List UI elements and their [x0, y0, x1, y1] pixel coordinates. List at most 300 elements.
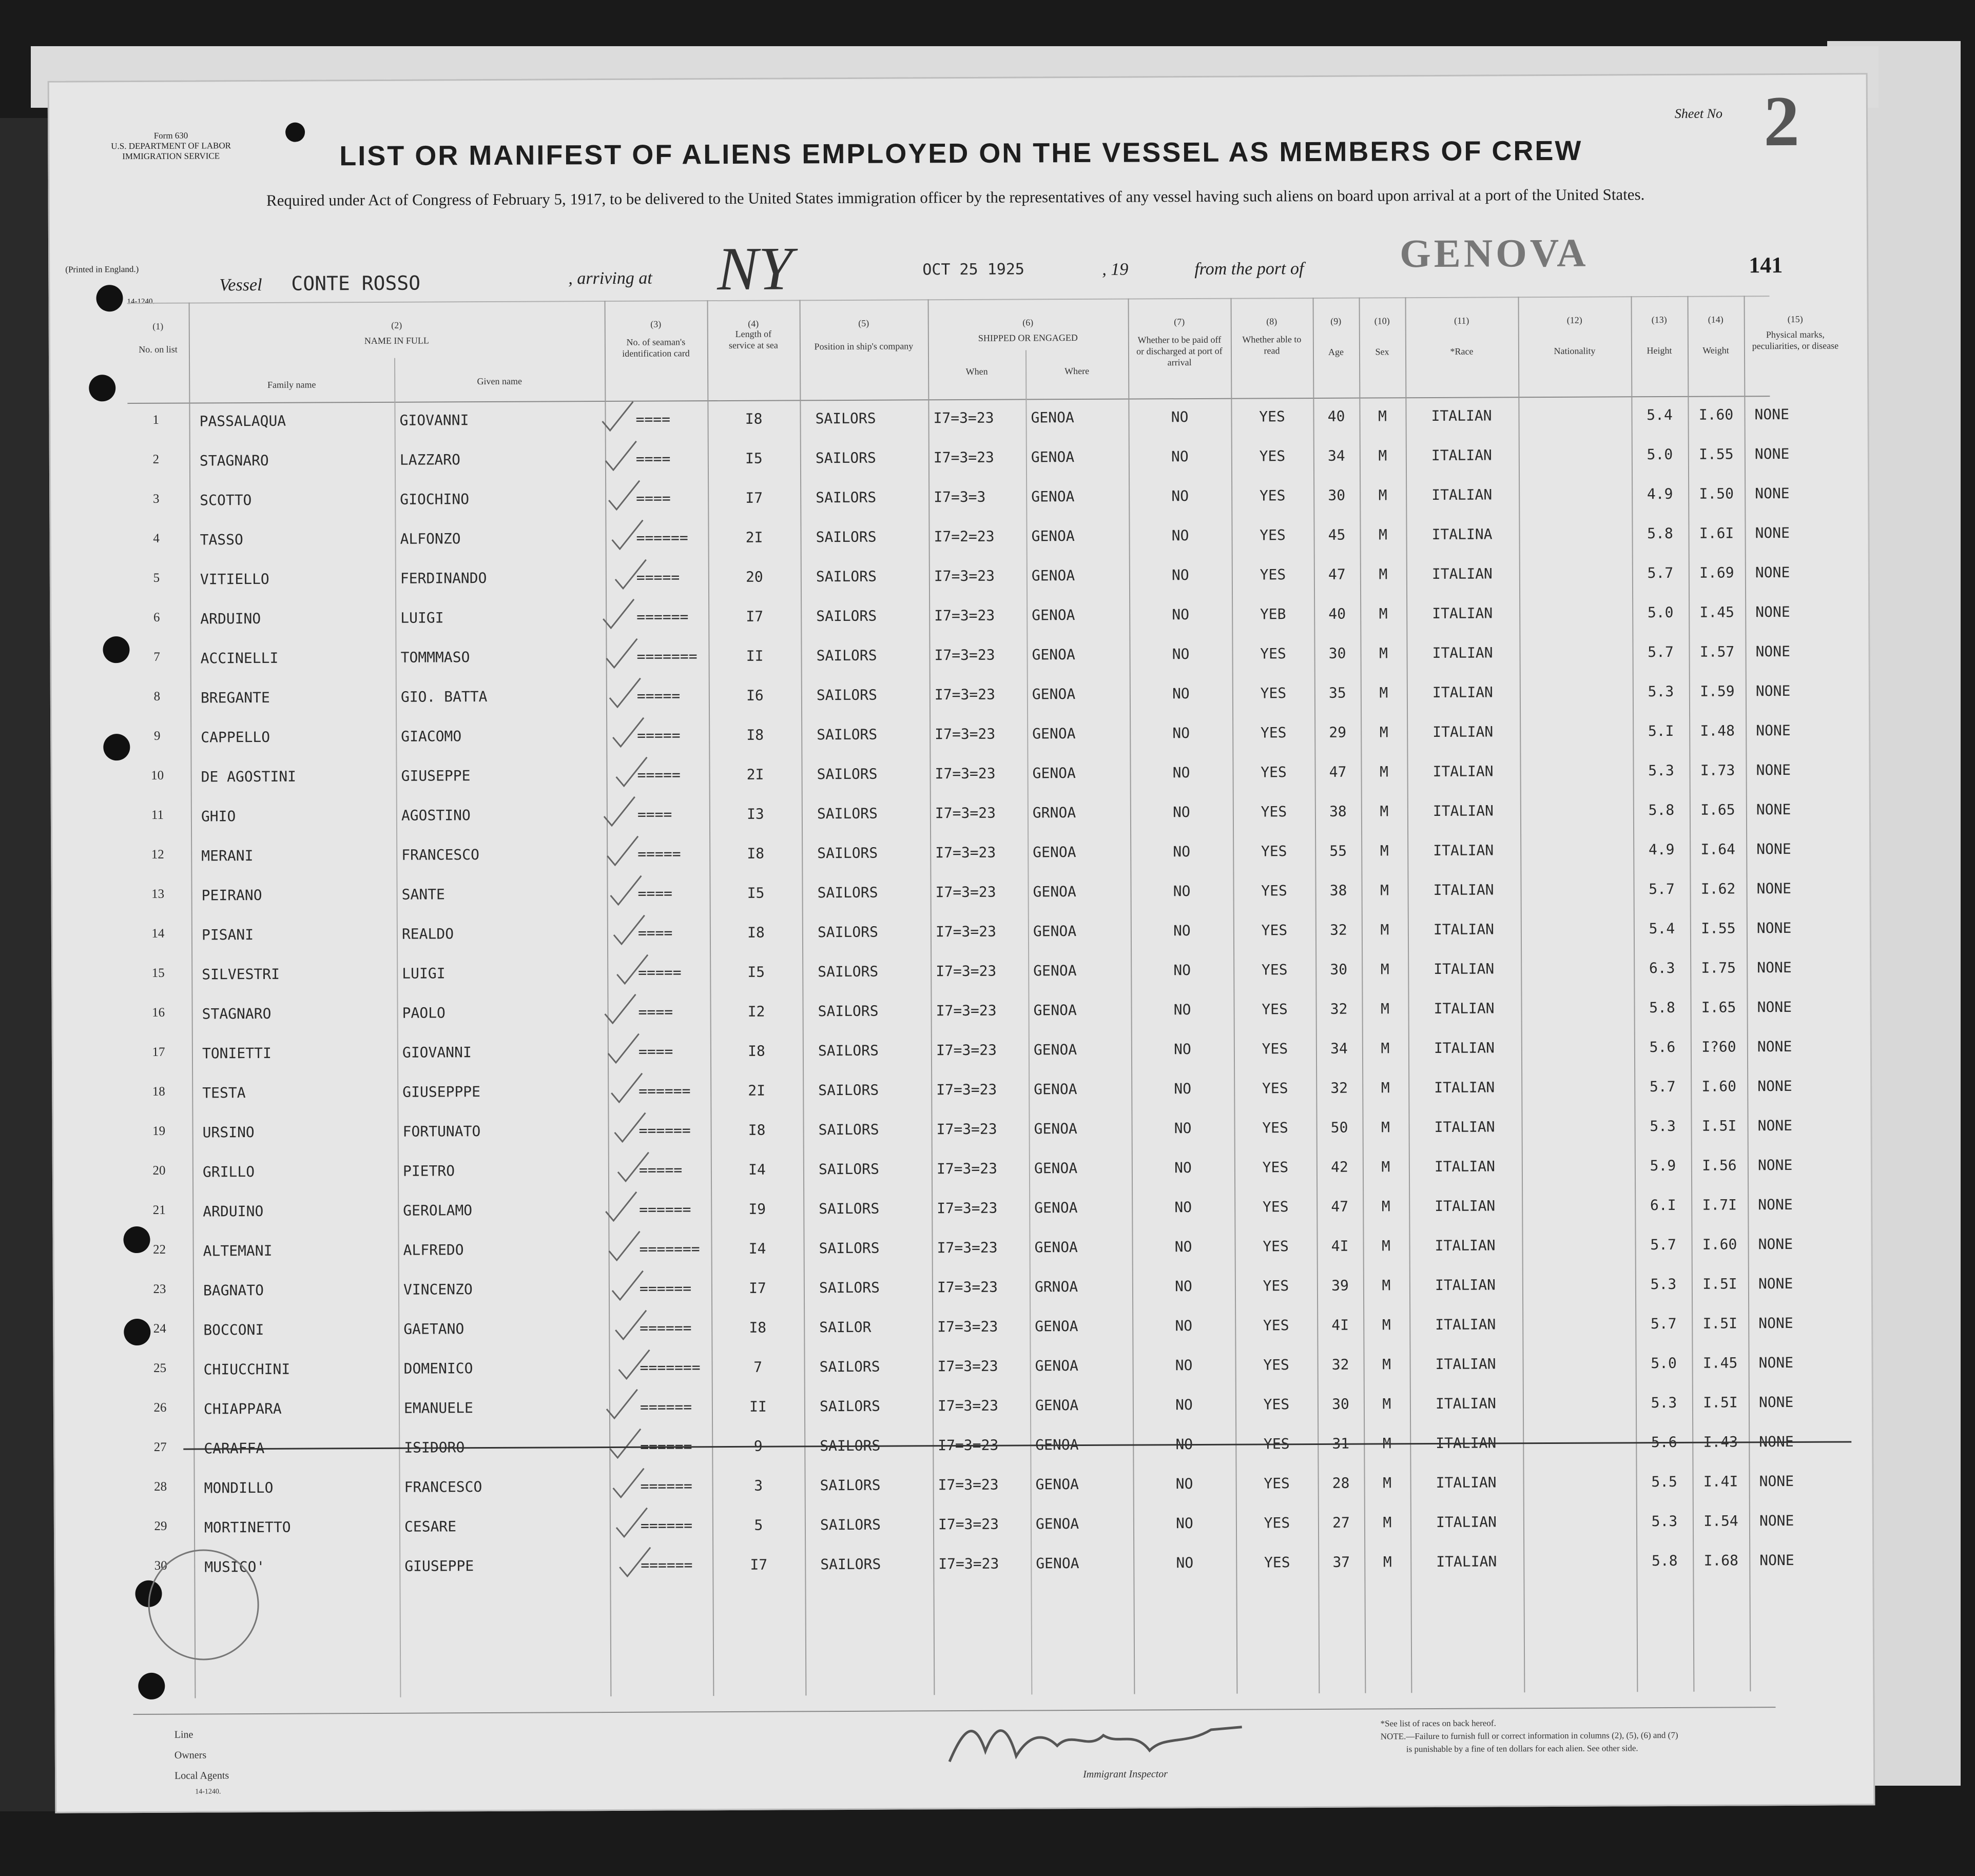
cell-family-name: ARDUINO: [200, 610, 261, 628]
table-row: [129, 672, 1791, 719]
cell-shipped-when: I7=3=23: [935, 804, 996, 822]
cell-sex: M: [1382, 1277, 1391, 1294]
cell-height: 5.0: [1651, 1354, 1677, 1372]
cell-service-length: I8: [747, 1042, 765, 1060]
cell-race: ITALIAN: [1432, 604, 1493, 622]
cell-able-to-read: YES: [1259, 447, 1286, 465]
cell-weight: I.4I: [1703, 1473, 1738, 1490]
cell-paid-off: NO: [1171, 487, 1189, 505]
cell-shipped-where: GENOA: [1032, 686, 1076, 703]
cell-weight: I.60: [1702, 1236, 1737, 1253]
cell-row-number: 24: [153, 1321, 166, 1336]
cell-position: SAILORS: [816, 528, 877, 546]
fine-note: is punishable by a fine of ten dollars for each alien. See other side.: [1406, 1743, 1638, 1754]
check-mark-icon: [614, 1507, 650, 1538]
cell-service-length: 3: [754, 1477, 763, 1494]
cell-family-name: VITIELLO: [200, 570, 269, 588]
cell-given-name: FRANCESCO: [404, 1478, 482, 1496]
cell-race: ITALIAN: [1435, 1316, 1496, 1333]
cell-weight: I.54: [1703, 1512, 1738, 1530]
col6-label: SHIPPED OR ENGAGED: [978, 332, 1078, 343]
cell-shipped-where: GENOA: [1034, 1160, 1078, 1177]
cell-service-length: I8: [749, 1319, 767, 1336]
check-mark-icon: [617, 1547, 653, 1577]
cell-shipped-when: I7=3=23: [937, 1318, 998, 1336]
check-mark-icon: [611, 914, 647, 945]
cell-height: 5.8: [1649, 999, 1675, 1017]
cell-shipped-where: GENOA: [1032, 765, 1076, 782]
cell-sex: M: [1381, 1040, 1390, 1057]
cell-weight: I.75: [1701, 959, 1736, 976]
cell-height: 5.8: [1651, 1552, 1678, 1570]
cell-position: SAILORS: [820, 1555, 881, 1573]
cell-family-name: ARDUINO: [203, 1202, 264, 1220]
cell-family-name: MUSICO': [204, 1558, 265, 1576]
cell-family-name: GHIO: [201, 808, 236, 825]
cell-weight: I.56: [1702, 1157, 1737, 1174]
cell-shipped-when: I7=3=23: [937, 1357, 998, 1375]
failure-note: NOTE.—Failure to furnish full or correct information in columns (2), (5), (6) and (7): [1380, 1730, 1678, 1742]
cell-shipped-where: GENOA: [1033, 962, 1077, 980]
cell-able-to-read: YES: [1262, 1001, 1288, 1018]
table-row: [128, 593, 1790, 640]
cell-shipped-where: GENOA: [1035, 1476, 1079, 1493]
cell-height: 5.3: [1648, 682, 1674, 700]
table-row: [131, 1146, 1793, 1193]
cell-shipped-where: GENOA: [1033, 1002, 1077, 1019]
cell-height: 5.6: [1651, 1433, 1677, 1451]
col11-num: (11): [1454, 315, 1469, 326]
cell-shipped-when: I7=3=23: [933, 409, 994, 427]
cell-race: ITALIAN: [1436, 1434, 1497, 1452]
cell-age: 39: [1331, 1277, 1349, 1294]
table-row: [128, 514, 1790, 561]
col3-label: No. of seaman's identification card: [622, 337, 690, 359]
cell-given-name: GIUSEPPPE: [402, 1083, 481, 1101]
cell-family-name: SILVESTRI: [202, 965, 280, 983]
cell-seaman-card: ======: [636, 608, 689, 626]
cell-paid-off: NO: [1175, 1357, 1193, 1374]
cell-row-number: 21: [152, 1203, 166, 1217]
cell-given-name: EMANUELE: [403, 1399, 473, 1417]
col13-label: Height: [1647, 345, 1672, 356]
cell-seaman-card: =====: [638, 964, 682, 981]
cell-able-to-read: YES: [1263, 1238, 1289, 1255]
cell-weight: I.5I: [1701, 1117, 1737, 1135]
list-number: 141: [1749, 252, 1783, 278]
cell-sex: M: [1379, 526, 1388, 543]
cell-given-name: GIO. BATTA: [400, 688, 488, 706]
cell-race: ITALIAN: [1436, 1474, 1497, 1491]
cell-shipped-where: GENOA: [1031, 567, 1075, 584]
col10-num: (10): [1374, 316, 1390, 326]
cell-sex: M: [1380, 882, 1389, 899]
cell-weight: I.6I: [1699, 524, 1734, 542]
cell-paid-off: NO: [1173, 922, 1191, 940]
cell-shipped-when: I7=3=23: [934, 646, 995, 664]
cell-sex: M: [1378, 486, 1387, 504]
cell-shipped-when: I7=3=23: [934, 567, 995, 585]
check-mark-icon: [605, 835, 641, 866]
cell-service-length: I5: [745, 450, 763, 467]
cell-seaman-card: =====: [637, 727, 681, 744]
cell-age: 55: [1329, 842, 1347, 859]
cell-race: ITALIAN: [1433, 842, 1494, 859]
cell-sex: M: [1380, 961, 1389, 978]
cell-able-to-read: YES: [1260, 566, 1286, 583]
cell-age: 47: [1331, 1198, 1349, 1215]
cell-height: 4.9: [1648, 841, 1675, 858]
cell-given-name: GIOVANNI: [402, 1044, 472, 1061]
col12-num: (12): [1566, 315, 1582, 325]
cell-row-number: 3: [152, 492, 160, 506]
cell-seaman-card: ======: [638, 1122, 691, 1139]
cell-weight: I.68: [1703, 1552, 1739, 1569]
check-mark-icon: [613, 1310, 649, 1340]
cell-age: 32: [1330, 1000, 1348, 1018]
cell-service-length: I8: [747, 924, 765, 941]
cell-shipped-where: GENOA: [1032, 646, 1075, 663]
cell-position: SAILOR: [819, 1318, 872, 1336]
vessel-label: Vessel: [219, 275, 262, 295]
cell-height: 4.9: [1647, 485, 1673, 503]
cell-service-length: 7: [753, 1358, 763, 1376]
cell-family-name: TESTA: [202, 1084, 246, 1102]
cell-weight: I.69: [1699, 564, 1734, 581]
cell-age: 37: [1332, 1553, 1350, 1571]
cell-race: ITALIAN: [1431, 565, 1493, 582]
cell-given-name: DOMENICO: [403, 1360, 473, 1377]
cell-age: 32: [1329, 921, 1347, 939]
cell-row-number: 7: [153, 650, 160, 664]
cell-service-length: I5: [747, 884, 765, 902]
cell-shipped-where: GENOA: [1035, 1318, 1078, 1335]
cell-shipped-when: I7=3=23: [936, 1120, 997, 1138]
footer-owners-label: Owners: [174, 1749, 207, 1761]
cell-able-to-read: YES: [1262, 1119, 1288, 1137]
table-row: [130, 1107, 1793, 1154]
cell-physical-marks: NONE: [1759, 1433, 1794, 1451]
check-mark-icon: [610, 717, 646, 748]
cell-weight: I.5I: [1702, 1275, 1737, 1293]
cell-position: SAILORS: [818, 1002, 879, 1020]
where-header: Where: [1064, 365, 1090, 377]
cell-sex: M: [1381, 1158, 1390, 1176]
cell-able-to-read: YEB: [1260, 605, 1286, 623]
cell-given-name: LAZZARO: [399, 451, 460, 468]
cell-shipped-where: GRNOA: [1034, 1278, 1078, 1296]
col13-num: (13): [1651, 314, 1667, 325]
cell-seaman-card: ======: [638, 1082, 691, 1100]
cell-sex: M: [1380, 921, 1389, 939]
form-number: Form 630: [153, 130, 188, 141]
cell-race: ITALIAN: [1432, 723, 1494, 740]
cell-row-number: 2: [152, 452, 160, 466]
col6-num: (6): [1022, 317, 1034, 328]
cell-row-number: 29: [154, 1519, 167, 1533]
cell-physical-marks: NONE: [1758, 1235, 1793, 1253]
cell-shipped-where: GENOA: [1035, 1357, 1078, 1375]
cell-race: ITALINA: [1431, 525, 1493, 543]
check-mark-icon: [606, 1230, 642, 1261]
vessel-name: CONTE ROSSO: [291, 271, 421, 295]
cell-sex: M: [1381, 1079, 1390, 1097]
arrival-date: OCT 25 1925: [922, 260, 1025, 279]
cell-able-to-read: YES: [1261, 882, 1287, 900]
cell-family-name: MORTINETTO: [204, 1518, 291, 1536]
cell-service-length: I7: [750, 1556, 768, 1573]
cell-seaman-card: ======: [636, 529, 688, 546]
col9-label: Age: [1328, 346, 1344, 357]
cell-sex: M: [1383, 1553, 1392, 1571]
col9-num: (9): [1330, 316, 1342, 326]
cell-service-length: I3: [746, 805, 764, 823]
table-row: [128, 554, 1790, 600]
cell-shipped-where: GENOA: [1032, 725, 1076, 742]
check-mark-icon: [610, 1468, 646, 1498]
punch-hole: [103, 636, 129, 663]
cell-shipped-when: I7=3=23: [935, 725, 996, 743]
cell-service-length: I7: [748, 1279, 766, 1297]
cell-family-name: CARAFFA: [204, 1439, 265, 1457]
check-mark-icon: [603, 440, 639, 471]
cell-position: SAILORS: [819, 1397, 881, 1415]
cell-physical-marks: NONE: [1757, 1117, 1793, 1135]
cell-service-length: I7: [746, 608, 764, 625]
cell-shipped-when: I7=3=23: [936, 1081, 997, 1099]
cell-seaman-card: ====: [635, 450, 671, 467]
cell-physical-marks: NONE: [1755, 682, 1791, 700]
table-row: [132, 1541, 1794, 1588]
cell-paid-off: NO: [1174, 1159, 1192, 1177]
cell-height: 5.8: [1647, 524, 1673, 542]
cell-shipped-where: GENOA: [1035, 1515, 1079, 1533]
cell-physical-marks: NONE: [1755, 484, 1790, 502]
cell-age: 34: [1330, 1040, 1348, 1057]
cell-weight: I.64: [1700, 841, 1736, 858]
cell-row-number: 12: [151, 847, 164, 862]
given-name-header: Given name: [477, 376, 522, 387]
cell-service-length: I8: [748, 1121, 766, 1139]
footer-line-label: Line: [174, 1729, 193, 1741]
cell-given-name: LUIGI: [402, 965, 446, 982]
cell-shipped-when: I7=3=23: [938, 1515, 999, 1533]
cell-physical-marks: NONE: [1759, 1472, 1794, 1490]
cell-seaman-card: ======: [640, 1398, 692, 1416]
cell-position: SAILORS: [819, 1358, 880, 1376]
cell-family-name: PASSALAQUA: [199, 412, 286, 430]
cell-physical-marks: NONE: [1756, 800, 1791, 818]
cell-height: 5.5: [1651, 1473, 1677, 1491]
check-mark-icon: [616, 1349, 652, 1380]
cell-seaman-card: ======: [639, 1201, 691, 1218]
col8-num: (8): [1266, 316, 1277, 327]
cell-sex: M: [1380, 803, 1389, 820]
cell-row-number: 1: [152, 413, 159, 427]
cell-able-to-read: YES: [1260, 526, 1286, 544]
cell-seaman-card: ====: [635, 411, 671, 428]
cell-able-to-read: YES: [1263, 1317, 1289, 1334]
cell-age: 40: [1327, 407, 1345, 425]
cell-row-number: 23: [153, 1282, 166, 1296]
table-row: [129, 791, 1791, 837]
cell-given-name: REALDO: [401, 925, 454, 943]
cell-height: 5.4: [1647, 406, 1673, 424]
cell-able-to-read: YES: [1264, 1554, 1290, 1571]
cell-physical-marks: NONE: [1757, 1038, 1792, 1056]
cell-seaman-card: =======: [639, 1240, 700, 1258]
cell-shipped-when: I7=3=3: [934, 488, 986, 506]
table-row: [130, 988, 1792, 1035]
arriving-place: NY: [717, 234, 793, 303]
service-name: IMMIGRATION SERVICE: [122, 151, 220, 162]
cell-paid-off: NO: [1174, 1278, 1192, 1295]
cell-seaman-card: ====: [637, 806, 672, 823]
cell-paid-off: NO: [1175, 1317, 1193, 1335]
cell-paid-off: NO: [1172, 725, 1190, 742]
cell-paid-off: NO: [1171, 566, 1189, 584]
cell-race: ITALIAN: [1432, 683, 1493, 701]
col4-num: (4): [748, 318, 759, 329]
cell-shipped-where: GRNOA: [1032, 804, 1076, 822]
col10-label: Sex: [1375, 346, 1389, 357]
cell-able-to-read: YES: [1262, 1198, 1289, 1216]
cell-age: 30: [1330, 961, 1348, 978]
cell-physical-marks: NONE: [1756, 761, 1791, 779]
table-row: [128, 435, 1790, 482]
cell-service-length: I5: [747, 963, 765, 981]
cell-age: 38: [1329, 882, 1347, 899]
cell-sex: M: [1379, 565, 1388, 583]
col7-num: (7): [1174, 317, 1185, 327]
cell-physical-marks: NONE: [1759, 1512, 1794, 1530]
cell-seaman-card: ====: [636, 490, 671, 507]
cell-service-length: I8: [747, 845, 765, 862]
cell-race: ITALIAN: [1431, 446, 1492, 464]
table-row: [131, 1186, 1793, 1233]
cell-weight: I.55: [1699, 445, 1734, 463]
cell-shipped-where: GENOA: [1035, 1397, 1079, 1414]
cell-height: 5.6: [1649, 1038, 1676, 1056]
cell-able-to-read: YES: [1259, 487, 1286, 504]
cell-seaman-card: =======: [640, 1359, 701, 1376]
cell-sex: M: [1382, 1395, 1391, 1413]
check-mark-icon: [612, 1112, 648, 1143]
cell-weight: I.65: [1700, 801, 1735, 818]
cell-row-number: 17: [152, 1045, 165, 1059]
cell-given-name: FRANCESCO: [401, 846, 480, 864]
cell-age: 34: [1327, 447, 1345, 464]
cell-row-number: 26: [153, 1400, 167, 1415]
cell-seaman-card: =====: [636, 569, 680, 586]
table-row: [131, 1265, 1793, 1312]
cell-paid-off: NO: [1174, 1080, 1192, 1098]
cell-sex: M: [1379, 644, 1388, 662]
punch-hole: [89, 375, 115, 401]
cell-able-to-read: YES: [1261, 764, 1287, 781]
check-mark-icon: [602, 993, 638, 1024]
punch-hole: [103, 734, 130, 760]
cell-weight: I.7I: [1702, 1196, 1737, 1214]
cell-given-name: VINCENZO: [403, 1281, 473, 1298]
cell-shipped-when: I7=3=23: [938, 1476, 999, 1494]
table-row: [132, 1462, 1794, 1509]
cell-race: ITALIAN: [1433, 921, 1494, 938]
cell-service-length: I6: [746, 687, 764, 704]
cell-row-number: 20: [152, 1163, 166, 1178]
cell-height: 5.8: [1648, 801, 1675, 819]
family-name-header: Family name: [267, 379, 316, 390]
cell-race: ITALIAN: [1432, 802, 1494, 819]
cell-sex: M: [1380, 763, 1389, 780]
cell-race: ITALIAN: [1432, 644, 1493, 661]
cell-family-name: ALTEMANI: [203, 1242, 273, 1260]
cell-seaman-card: ======: [639, 1280, 692, 1297]
cell-paid-off: NO: [1173, 1001, 1191, 1019]
cell-family-name: GRILLO: [202, 1163, 255, 1181]
cell-able-to-read: YES: [1261, 803, 1287, 820]
cell-age: 47: [1329, 763, 1347, 780]
cell-weight: I.60: [1698, 406, 1734, 423]
cell-age: 32: [1330, 1079, 1348, 1097]
cell-given-name: ALFREDO: [403, 1241, 464, 1259]
cell-given-name: GIOVANNI: [399, 412, 469, 429]
cell-physical-marks: NONE: [1758, 1314, 1793, 1332]
check-mark-icon: [606, 1033, 642, 1064]
cell-able-to-read: YES: [1261, 843, 1287, 860]
cell-seaman-card: ======: [640, 1477, 692, 1495]
page-title: LIST OR MANIFEST OF ALIENS EMPLOYED ON THE VESSEL AS MEMBERS OF CREW: [339, 135, 1583, 172]
check-mark-icon: [604, 638, 640, 669]
table-row: [131, 1225, 1793, 1272]
punch-hole: [285, 123, 305, 142]
cell-given-name: FERDINANDO: [400, 570, 487, 587]
table-row: [130, 1028, 1792, 1074]
cell-position: SAILORS: [817, 884, 878, 902]
cell-race: ITALIAN: [1434, 1079, 1495, 1096]
cell-shipped-when: I7=3=23: [935, 844, 996, 862]
cell-row-number: 15: [151, 966, 165, 980]
cell-shipped-when: I7=3=23: [937, 1239, 998, 1257]
check-mark-icon: [599, 401, 635, 432]
cell-service-length: 5: [754, 1516, 763, 1534]
cell-age: 30: [1328, 644, 1346, 662]
cell-position: SAILORS: [815, 409, 876, 427]
cell-shipped-when: I7=3=23: [935, 923, 996, 941]
cell-row-number: 14: [151, 926, 165, 941]
cell-family-name: CHIAPPARA: [203, 1400, 282, 1418]
cell-age: 4I: [1331, 1237, 1349, 1255]
cell-shipped-where: GENOA: [1033, 883, 1076, 901]
check-mark-icon: [609, 1072, 645, 1103]
cell-physical-marks: NONE: [1755, 563, 1790, 581]
cell-paid-off: NO: [1171, 448, 1189, 465]
cell-position: SAILORS: [818, 1081, 879, 1099]
cell-seaman-card: ====: [638, 1003, 673, 1021]
cell-race: ITALIAN: [1431, 407, 1492, 424]
cell-given-name: PIETRO: [402, 1162, 455, 1180]
cell-sex: M: [1383, 1514, 1392, 1531]
cell-seaman-card: ======: [640, 1319, 692, 1337]
cell-sex: M: [1383, 1474, 1392, 1492]
cell-family-name: MERANI: [201, 847, 254, 865]
cell-paid-off: NO: [1171, 408, 1189, 426]
cell-service-length: I2: [747, 1003, 765, 1020]
cell-row-number: 18: [152, 1084, 165, 1099]
cell-age: 32: [1331, 1356, 1349, 1373]
cell-physical-marks: NONE: [1755, 524, 1790, 542]
cell-seaman-card: ====: [637, 924, 673, 942]
